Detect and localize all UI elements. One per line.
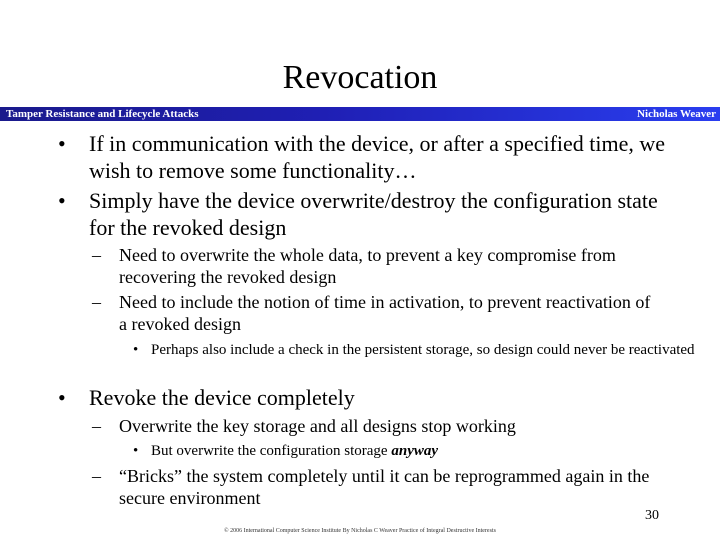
- bullet-text: If in communication with the device, or after a specified time, we wish to remove some functionality…: [89, 131, 666, 183]
- sub-bullet-text: “Bricks” the system completely until it can be reprogrammed again in the secure environment: [119, 466, 650, 508]
- sub-bullet-text: Overwrite the key storage and all designs stop working: [119, 416, 516, 436]
- dash-marker: –: [92, 292, 101, 312]
- course-title: Tamper Resistance and Lifecycle Attacks: [6, 108, 199, 120]
- bullet-item: [58, 130, 679, 184]
- sub-bullet-item: [92, 415, 659, 437]
- author-name: Nicholas Weaver: [637, 108, 716, 120]
- page-number: 30: [645, 508, 659, 523]
- slide-title: Revocation: [282, 59, 438, 96]
- dash-marker: –: [92, 466, 101, 486]
- bullet-item: [58, 384, 679, 411]
- bullet-text: Simply have the device overwrite/destroy the configuration state for the revoked design: [89, 188, 658, 240]
- bullet-item: [58, 187, 679, 241]
- bullet-marker: •: [58, 188, 66, 213]
- bullet-marker: •: [133, 342, 139, 358]
- sub-sub-bullet-text: Perhaps also include a check in the persistent storage, so design could never be reactivated: [151, 342, 695, 358]
- sub-sub-bullet-item: [133, 341, 696, 359]
- sub-bullet-item: [92, 465, 679, 509]
- sub-bullet-item: [92, 291, 659, 335]
- bullet-marker: •: [58, 385, 66, 410]
- sub-bullet-text: Need to overwrite the whole data, to prevent a key compromise from recovering the revoked design: [119, 245, 616, 287]
- sub-sub-bullet-item: [133, 442, 696, 460]
- footer-copyright: © 2006 International Computer Science Institute By Nicholas C Weaver Practice of Integral Destructive Interests: [224, 528, 496, 534]
- bullet-marker: •: [133, 443, 139, 459]
- header-bar: [0, 107, 720, 121]
- dash-marker: –: [92, 416, 101, 436]
- bullet-text: Revoke the device completely: [89, 385, 355, 410]
- bullet-marker: •: [58, 131, 66, 156]
- dash-marker: –: [92, 245, 101, 265]
- sub-bullet-item: [92, 244, 659, 288]
- sub-bullet-text: Need to include the notion of time in activation, to prevent reactivation of a revoked design: [119, 292, 651, 334]
- sub-sub-bullet-text: But overwrite the configuration storage: [151, 443, 392, 459]
- emphasis-text: anyway: [391, 443, 439, 459]
